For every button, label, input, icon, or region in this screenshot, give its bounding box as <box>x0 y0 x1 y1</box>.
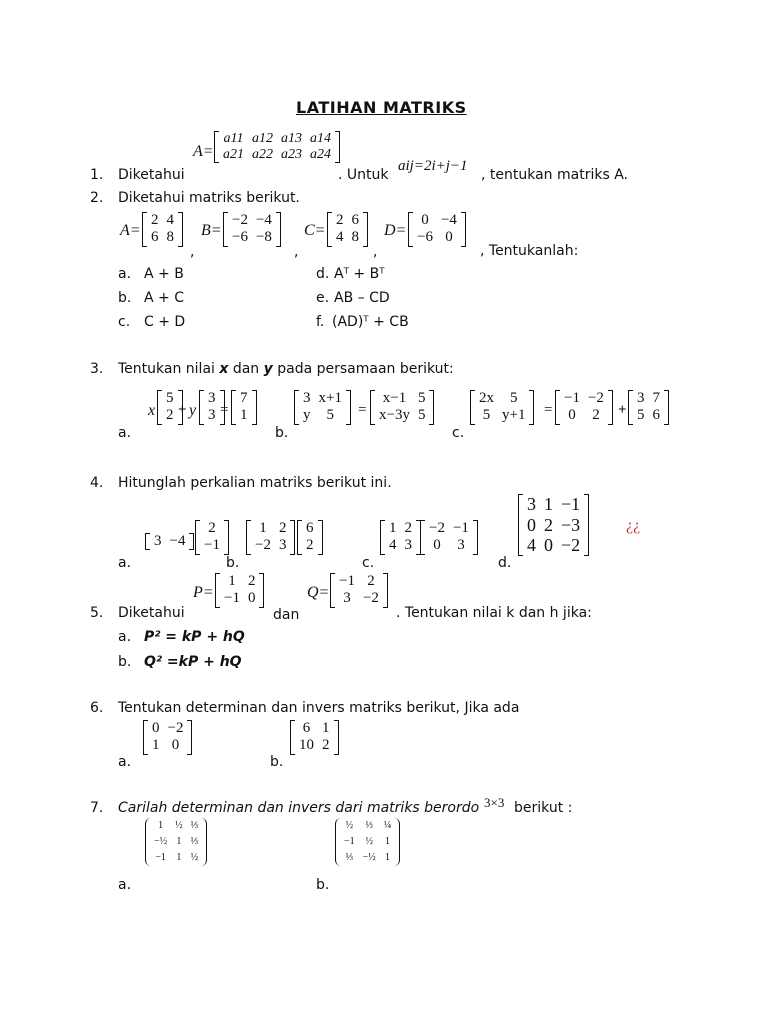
q4-c-label: c. <box>362 555 375 571</box>
q7-lead: Carilah determinan dan invers dari matriks berordo <box>118 800 480 816</box>
matrix-row <box>150 818 202 834</box>
matrix-row <box>148 737 187 754</box>
matrix-cell: 5 <box>417 390 426 406</box>
q5-matrix-p <box>215 573 264 608</box>
matrix-cell: ¼ <box>383 820 392 831</box>
q6-matrix-a <box>143 720 192 755</box>
matrix-cell: 5 <box>509 390 518 406</box>
matrix-cell: 5 <box>166 390 174 406</box>
q2-item-b-text: A + C <box>144 290 184 306</box>
matrix-row <box>251 520 290 537</box>
matrix-row <box>523 515 584 536</box>
matrix-cell: a23 <box>281 147 302 163</box>
q4-c-matrix-2 <box>420 520 478 555</box>
q3-number: 3. <box>90 361 104 377</box>
matrix-cell: ⅓ <box>190 820 199 831</box>
q7-tail: berikut : <box>514 800 573 816</box>
matrix-cell: 4 <box>336 229 344 246</box>
matrix-cell: 2 <box>306 537 314 554</box>
matrix-cell: −2 <box>429 520 445 536</box>
q3-c-matrix-3 <box>628 390 669 425</box>
matrix-cell: 1 <box>385 836 391 847</box>
matrix-cell: 3 <box>208 390 216 406</box>
matrix-cell: 1 <box>385 852 391 863</box>
q2-lead: Diketahui matriks berikut. <box>118 190 300 206</box>
matrix-cell: −1 <box>339 573 355 589</box>
matrix-cell: 1 <box>544 494 553 514</box>
q5-matrix-q <box>330 573 388 608</box>
matrix-cell: a11 <box>223 131 244 146</box>
matrix-cell: 4 <box>527 535 536 556</box>
q5-item-a-label: a. <box>118 629 132 645</box>
q3-c-plus: + <box>618 402 627 418</box>
matrix-cell: y+1 <box>502 407 526 424</box>
q2-item-b-label: b. <box>118 290 132 306</box>
matrix-cell: 2 <box>336 212 344 228</box>
matrix-cell: ½ <box>190 852 199 863</box>
matrix-cell: 5 <box>326 407 334 424</box>
matrix-cell: 0 <box>247 590 256 607</box>
matrix-cell: ½ <box>365 836 373 847</box>
matrix-cell: x−3y <box>379 407 410 424</box>
matrix-row <box>332 212 363 229</box>
matrix-row <box>633 390 664 407</box>
q4-b-matrix-1 <box>246 520 295 555</box>
q6-b-label: b. <box>270 754 284 770</box>
matrix-cell: −1 <box>344 836 355 847</box>
matrix-row <box>299 407 346 424</box>
matrix-row <box>335 590 383 607</box>
matrix-row <box>633 407 664 424</box>
matrix-row <box>340 818 395 834</box>
matrix-cell: 4 <box>166 212 174 228</box>
matrix-cell: −2 <box>232 212 248 228</box>
matrix-cell: 2 <box>278 520 287 536</box>
q3-b-equals: = <box>358 402 367 418</box>
matrix-cell: 2 <box>592 407 600 424</box>
matrix-cell: 2 <box>208 520 216 536</box>
q2-item-d-label: d. <box>316 266 330 282</box>
q7-number: 7. <box>90 800 104 816</box>
matrix-cell: 4 <box>389 537 397 554</box>
matrix-cell: −3 <box>561 514 581 535</box>
matrix-row <box>236 407 252 424</box>
matrix-row <box>147 229 178 246</box>
matrix-cell: 6 <box>302 720 311 736</box>
q4-lead: Hitunglah perkalian matriks berikut ini. <box>118 475 392 491</box>
matrix-row <box>523 494 584 515</box>
q5-item-b-label: b. <box>118 654 132 670</box>
matrix-row <box>340 834 395 850</box>
matrix-cell: −½ <box>362 852 376 863</box>
matrix-cell: 2 <box>166 407 174 424</box>
matrix-cell: 1 <box>389 520 397 536</box>
matrix-row <box>200 520 224 537</box>
matrix-cell: 2 <box>367 573 375 589</box>
q2-item-e-text: AB – CD <box>334 290 390 306</box>
q5-item-b-text: Q² =kP + hQ <box>144 654 242 670</box>
matrix-row <box>150 834 202 850</box>
q4-c-matrix-1 <box>380 520 421 555</box>
matrix-cell: a12 <box>252 131 273 146</box>
q4-d-matrix <box>518 494 589 556</box>
q3-c-label: c. <box>452 425 465 441</box>
matrix-cell: 2 <box>247 573 256 589</box>
matrix-cell: y <box>303 407 311 424</box>
matrix-cell: a13 <box>281 131 302 146</box>
matrix-cell: 3 <box>457 537 465 554</box>
matrix-cell: 1 <box>176 852 182 863</box>
q5-dan: dan <box>273 607 300 623</box>
matrix-cell: 6 <box>151 229 159 246</box>
matrix-cell: −8 <box>255 229 272 246</box>
matrix-cell: 6 <box>652 407 660 424</box>
matrix-row <box>251 537 290 554</box>
q2-matrix-b <box>223 212 281 247</box>
q3-a-y: y <box>189 402 197 419</box>
matrix-row <box>385 537 416 554</box>
q5-lead: Diketahui <box>118 605 185 621</box>
matrix-cell: 0 <box>527 514 536 535</box>
matrix-row <box>147 212 178 229</box>
matrix-cell: a14 <box>310 131 331 146</box>
matrix-cell: −1 <box>204 537 220 554</box>
q1-matrix-a <box>214 131 340 163</box>
matrix-cell: 2 <box>544 514 553 535</box>
q4-a-matrix-1 <box>145 533 194 550</box>
matrix-cell: 1 <box>152 737 160 754</box>
matrix-cell: 6 <box>351 212 359 228</box>
q2-comma-2: , <box>294 244 299 260</box>
matrix-cell: −2 <box>167 720 184 736</box>
matrix-cell: 7 <box>652 390 660 406</box>
matrix-row <box>413 229 461 246</box>
matrix-row <box>302 520 318 537</box>
q1-lead: Diketahui <box>118 167 185 183</box>
matrix-cell: 1 <box>176 836 182 847</box>
q6-lead: Tentukan determinan dan invers matriks berikut, Jika ada <box>118 700 520 716</box>
q2-item-a-label: a. <box>118 266 132 282</box>
matrix-row <box>162 390 178 407</box>
matrix-row <box>204 390 220 407</box>
matrix-row <box>220 590 259 607</box>
matrix-row <box>560 390 608 407</box>
q4-d-label: d. <box>498 555 512 571</box>
matrix-row <box>475 390 529 407</box>
matrix-cell: 1 <box>158 820 164 831</box>
q2-item-c-label: c. <box>118 314 131 330</box>
matrix-cell: x−1 <box>382 390 407 406</box>
matrix-cell: 3 <box>343 590 351 607</box>
q1-matrix-label: A= <box>193 143 214 160</box>
matrix-row <box>523 535 584 556</box>
matrix-cell: 5 <box>482 407 491 424</box>
matrix-row <box>425 537 473 554</box>
matrix-row <box>302 537 318 554</box>
matrix-cell: 2 <box>404 520 412 536</box>
q4-number: 4. <box>90 475 104 491</box>
matrix-cell: 0 <box>433 537 441 554</box>
q2-d-label: D= <box>384 222 407 239</box>
q4-a-matrix-2 <box>195 520 229 555</box>
matrix-row <box>375 407 429 424</box>
matrix-cell: 5 <box>637 407 645 424</box>
matrix-cell: 3 <box>208 407 216 424</box>
matrix-cell: −4 <box>169 533 186 549</box>
matrix-row <box>335 573 383 590</box>
q2-comma-1: , <box>190 244 195 260</box>
matrix-cell: 3 <box>303 390 311 406</box>
matrix-row <box>236 390 252 407</box>
matrix-cell: −6 <box>232 229 248 246</box>
matrix-row <box>150 850 202 866</box>
matrix-cell: 0 <box>171 737 180 754</box>
q2-item-f-text: (AD)ᵀ + CB <box>332 314 409 330</box>
matrix-row <box>332 229 363 246</box>
matrix-cell: 8 <box>166 229 174 246</box>
q3-b-matrix-2 <box>370 390 434 425</box>
q5-number: 5. <box>90 605 104 621</box>
matrix-cell: 3 <box>404 537 412 554</box>
matrix-cell: 2 <box>322 737 330 754</box>
matrix-cell: 10 <box>299 737 314 754</box>
matrix-row <box>220 573 259 590</box>
q2-number: 2. <box>90 190 104 206</box>
matrix-row <box>150 533 189 550</box>
matrix-cell: ½ <box>345 820 354 831</box>
q7-b-label: b. <box>316 877 330 893</box>
q5-p-label: P= <box>193 584 214 601</box>
q1-mid: . Untuk <box>338 167 389 183</box>
matrix-cell: 0 <box>568 407 576 424</box>
matrix-cell: ⅓ <box>365 820 373 831</box>
matrix-cell: 0 <box>445 229 453 246</box>
q3-lead-dan: dan <box>232 361 260 377</box>
matrix-cell: −2 <box>587 390 604 406</box>
matrix-row <box>295 737 334 754</box>
q2-matrix-c <box>327 212 368 247</box>
q5-tail: . Tentukan nilai k dan h jika: <box>396 605 592 621</box>
matrix-cell: 1 <box>240 407 248 424</box>
q4-d-suffix: ¿¿ <box>626 517 641 534</box>
q7-matrix-a <box>145 818 207 866</box>
matrix-cell: −1 <box>155 852 166 863</box>
q4-b-matrix-2 <box>297 520 323 555</box>
q3-a-matrix-3 <box>231 390 257 425</box>
matrix-cell: −4 <box>255 212 272 228</box>
matrix-row <box>148 720 187 737</box>
q2-tail: , Tentukanlah: <box>480 243 579 259</box>
matrix-cell: 1 <box>228 573 236 589</box>
matrix-cell: 2x <box>479 390 494 406</box>
q3-lead <box>118 361 454 377</box>
q3-a-label: a. <box>118 425 132 441</box>
q7-a-label: a. <box>118 877 132 893</box>
q3-lead-post: pada persamaan berikut: <box>277 361 454 377</box>
matrix-cell: 2 <box>151 212 159 228</box>
matrix-row <box>219 147 335 163</box>
q3-c-equals: = <box>544 402 553 418</box>
matrix-cell: 1 <box>322 720 330 736</box>
q2-item-f-label: f. <box>316 314 325 330</box>
q2-item-a-text: A + B <box>144 266 184 282</box>
matrix-cell: 3 <box>637 390 645 406</box>
matrix-row <box>340 850 395 866</box>
q3-c-matrix-2 <box>555 390 613 425</box>
q2-comma-3: , <box>373 244 378 260</box>
matrix-row <box>162 407 178 424</box>
matrix-cell: −1 <box>452 520 469 536</box>
q1-number: 1. <box>90 167 104 183</box>
matrix-cell: 3 <box>278 537 287 554</box>
q1-tail: , tentukan matriks A. <box>481 167 628 183</box>
q2-item-e-label: e. <box>316 290 330 306</box>
matrix-row <box>299 390 346 407</box>
matrix-row <box>204 407 220 424</box>
q4-a-label: a. <box>118 555 132 571</box>
q2-a-label: A= <box>120 222 141 239</box>
matrix-cell: −½ <box>154 836 168 847</box>
matrix-cell: ⅓ <box>345 852 354 863</box>
q2-item-d-text: Aᵀ + Bᵀ <box>334 266 385 282</box>
q3-b-label: b. <box>275 425 289 441</box>
matrix-cell: a24 <box>310 147 331 163</box>
matrix-row <box>560 407 608 424</box>
q6-matrix-b <box>290 720 339 755</box>
q2-c-label: C= <box>304 222 326 239</box>
matrix-cell: −4 <box>440 212 457 228</box>
matrix-row <box>228 229 276 246</box>
matrix-row <box>200 537 224 554</box>
q2-matrix-d <box>408 212 466 247</box>
matrix-cell: a22 <box>252 147 273 163</box>
matrix-cell: 0 <box>421 212 429 228</box>
q2-matrix-a <box>142 212 183 247</box>
matrix-cell: ⅓ <box>190 836 199 847</box>
matrix-cell: 3 <box>527 494 536 514</box>
page-title: LATIHAN MATRIKS <box>296 98 467 117</box>
q3-lead-pre: Tentukan nilai <box>118 361 215 377</box>
q2-item-c-text: C + D <box>144 314 186 330</box>
q3-c-matrix-1 <box>470 390 534 425</box>
matrix-cell: −1 <box>224 590 240 607</box>
q5-item-a-text: P² = kP + hQ <box>144 629 245 645</box>
matrix-row <box>385 520 416 537</box>
matrix-cell: 1 <box>259 520 267 536</box>
matrix-row <box>475 407 529 424</box>
matrix-cell: 7 <box>240 390 248 406</box>
matrix-cell: −2 <box>362 590 379 607</box>
matrix-row <box>228 212 276 229</box>
matrix-cell: −1 <box>561 494 581 514</box>
matrix-cell: −2 <box>255 537 271 554</box>
q6-a-label: a. <box>118 754 132 770</box>
matrix-row <box>425 520 473 537</box>
matrix-cell: 0 <box>544 535 553 556</box>
q1-rule: aij=2i+j−1 <box>398 158 468 174</box>
matrix-cell: 6 <box>306 520 314 536</box>
matrix-row <box>413 212 461 229</box>
matrix-cell: 0 <box>152 720 160 736</box>
q7-matrix-b <box>335 818 400 866</box>
q3-a-x: x <box>148 402 156 419</box>
matrix-cell: 5 <box>417 407 426 424</box>
matrix-cell: ½ <box>175 820 183 831</box>
q4-b-label: b. <box>226 555 240 571</box>
q3-a-equals: = <box>220 402 229 418</box>
q5-q-label: Q= <box>307 584 330 601</box>
matrix-row <box>375 390 429 407</box>
q3-b-matrix-1 <box>294 390 351 425</box>
q2-b-label: B= <box>201 222 222 239</box>
matrix-cell: x+1 <box>318 390 342 406</box>
q3-var-x: x <box>219 361 229 377</box>
q7-order: 3×3 <box>484 795 505 810</box>
matrix-cell: 8 <box>351 229 359 246</box>
matrix-row <box>219 131 335 147</box>
q3-var-y: y <box>263 361 273 377</box>
matrix-row <box>295 720 334 737</box>
matrix-cell: −2 <box>561 535 581 556</box>
q6-number: 6. <box>90 700 104 716</box>
matrix-cell: −6 <box>417 229 433 246</box>
matrix-cell: a21 <box>223 147 244 163</box>
matrix-cell: 3 <box>154 533 162 549</box>
matrix-cell: −1 <box>564 390 580 406</box>
q3-a-plus: + <box>178 402 187 418</box>
